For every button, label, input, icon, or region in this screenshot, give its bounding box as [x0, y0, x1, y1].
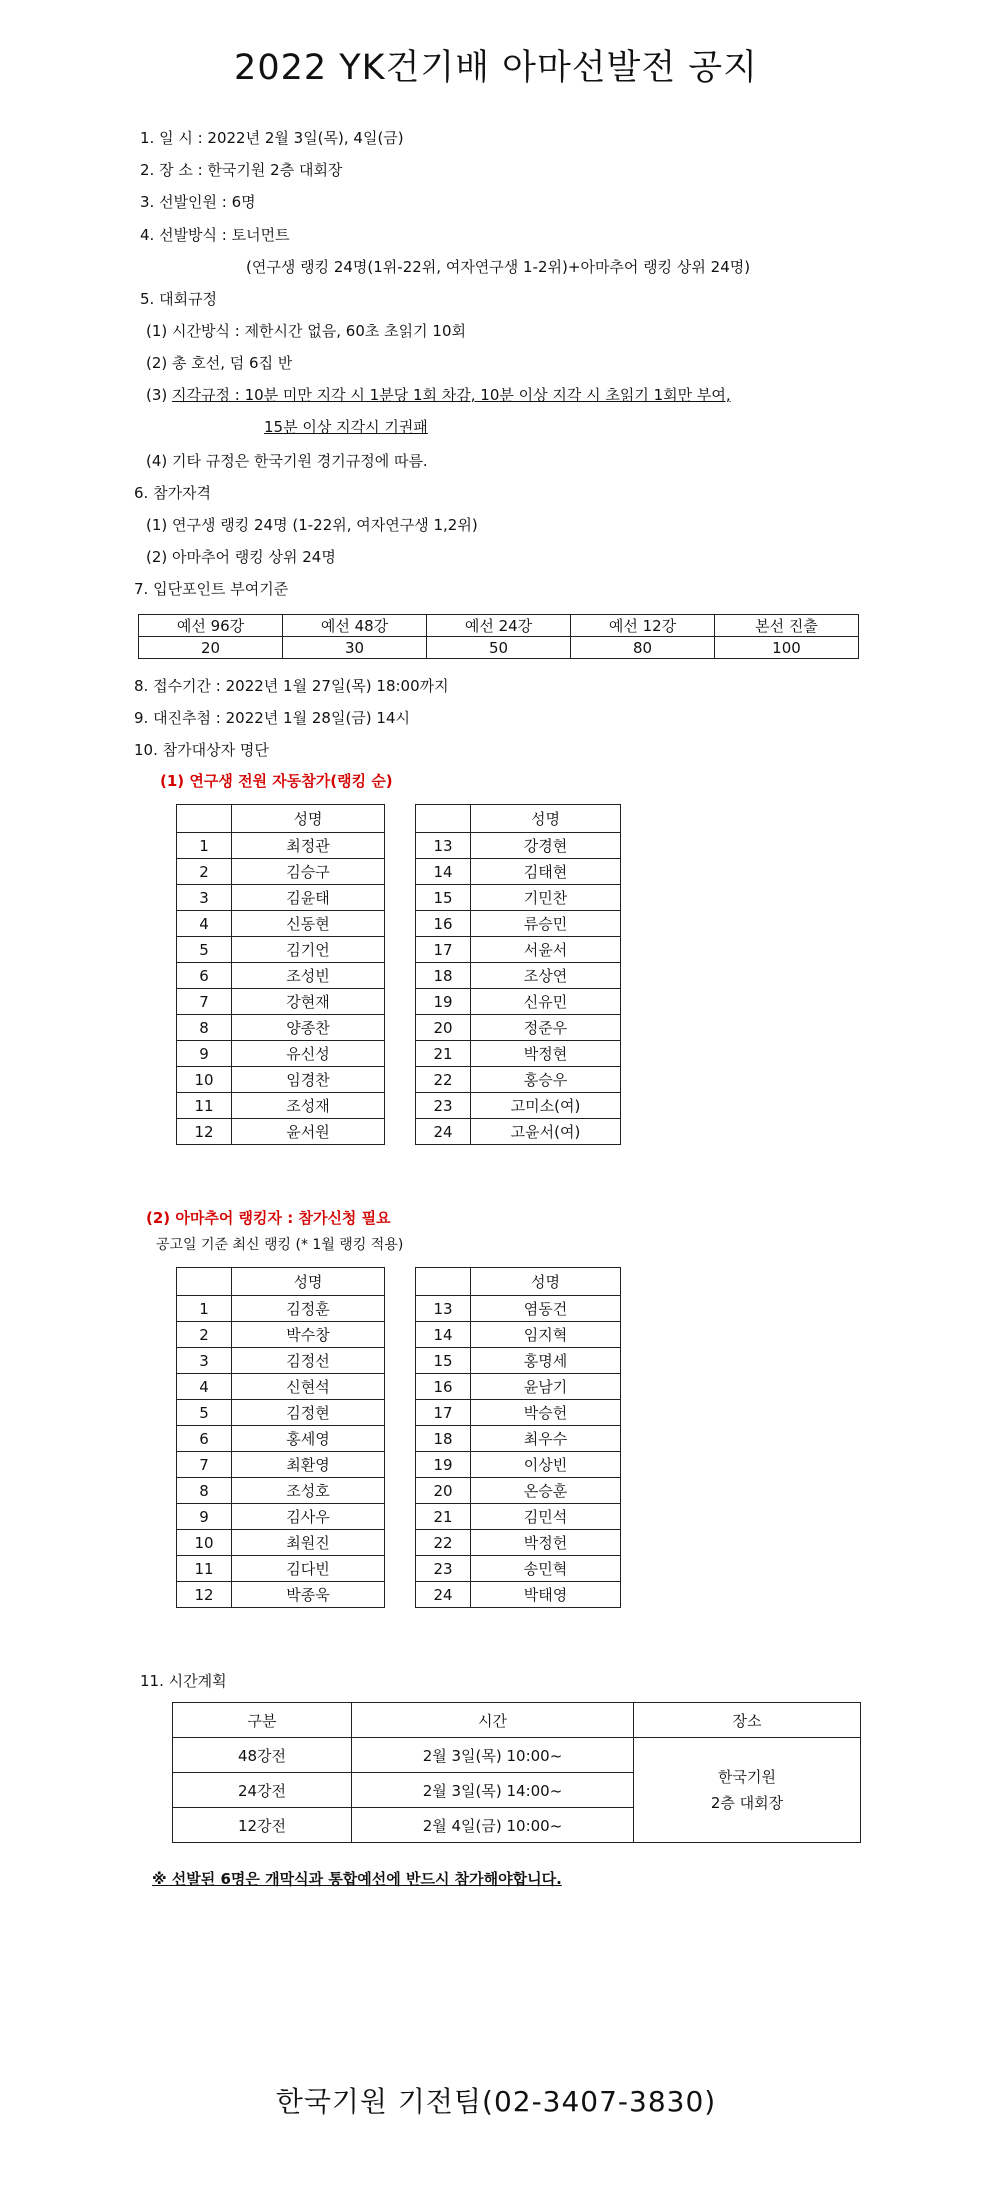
table-row — [177, 1504, 385, 1530]
rank-number: 22 — [416, 1530, 471, 1556]
page-title: 2022 YK건기배 아마선발전 공지 — [234, 48, 758, 88]
rank-number: 4 — [177, 1374, 232, 1400]
notice-text: ※ 선발된 6명은 개막식과 통합예선에 반드시 참가해야합니다. — [152, 1870, 562, 1888]
player-name: 기민찬 — [471, 885, 621, 911]
table-row — [416, 1582, 621, 1608]
schedule-place — [634, 1738, 861, 1843]
table-row — [177, 833, 385, 859]
table-row — [177, 1093, 385, 1119]
rank-number: 17 — [416, 1400, 471, 1426]
table-row — [177, 963, 385, 989]
player-name: 최정관 — [232, 833, 385, 859]
player-name: 윤남기 — [471, 1374, 621, 1400]
player-name: 조성호 — [232, 1478, 385, 1504]
rank-number: 24 — [416, 1582, 471, 1608]
table-row — [416, 1504, 621, 1530]
table-row — [177, 1348, 385, 1374]
rank-number: 15 — [416, 1348, 471, 1374]
table-row — [177, 1296, 385, 1322]
table-row — [177, 1452, 385, 1478]
player-name: 임경찬 — [232, 1067, 385, 1093]
number-header — [416, 1268, 471, 1296]
table-row — [416, 1322, 621, 1348]
table-row — [177, 859, 385, 885]
rule-3-continued: 15분 이상 지각시 기권패 — [264, 418, 428, 436]
player-name: 홍승우 — [471, 1067, 621, 1093]
table-row — [416, 1478, 621, 1504]
points-header: 예선 12강 — [571, 615, 715, 637]
points-header-row — [139, 615, 859, 637]
rank-number: 2 — [177, 859, 232, 885]
player-name: 김다빈 — [232, 1556, 385, 1582]
table-row — [416, 911, 621, 937]
points-header: 예선 24강 — [427, 615, 571, 637]
schedule-time: 2월 3일(목) 14:00~ — [352, 1773, 634, 1808]
player-name: 김정훈 — [232, 1296, 385, 1322]
points-table — [138, 614, 859, 659]
rule-1: (1) 시간방식 : 제한시간 없음, 60초 초읽기 10회 — [146, 322, 466, 340]
group1-label: (1) 연구생 전원 자동참가(랭킹 순) — [160, 772, 393, 790]
schedule-table — [172, 1702, 861, 1843]
rank-number: 4 — [177, 911, 232, 937]
qualification-1: (1) 연구생 랭킹 24명 (1-22위, 여자연구생 1,2위) — [146, 516, 478, 534]
rank-number: 21 — [416, 1504, 471, 1530]
table-row — [416, 1093, 621, 1119]
table-row — [416, 859, 621, 885]
rank-number: 10 — [177, 1530, 232, 1556]
rank-number: 23 — [416, 1556, 471, 1582]
table-row — [177, 1530, 385, 1556]
rank-number: 2 — [177, 1322, 232, 1348]
item-rules: 5. 대회규정 — [140, 290, 218, 308]
player-name: 임지혁 — [471, 1322, 621, 1348]
schedule-header: 장소 — [634, 1703, 861, 1738]
player-name: 박수창 — [232, 1322, 385, 1348]
rank-number: 1 — [177, 1296, 232, 1322]
schedule-header: 구분 — [173, 1703, 352, 1738]
player-name: 정준우 — [471, 1015, 621, 1041]
rank-number: 8 — [177, 1478, 232, 1504]
schedule-place-line2: 2층 대회장 — [710, 1794, 784, 1812]
schedule-header-row — [173, 1703, 861, 1738]
rank-number: 14 — [416, 859, 471, 885]
item-schedule-title: 11. 시간계획 — [140, 1672, 227, 1690]
rank-number: 13 — [416, 1296, 471, 1322]
player-name: 김민석 — [471, 1504, 621, 1530]
rank-number: 13 — [416, 833, 471, 859]
table-row — [177, 937, 385, 963]
rule-3-text: 지각규정 : 10분 미만 지각 시 1분당 1회 차감, 10분 이상 지각 시 초읽기 1회만 부여, — [172, 386, 731, 404]
points-header: 본선 진출 — [715, 615, 859, 637]
rank-number: 9 — [177, 1504, 232, 1530]
rank-number: 20 — [416, 1015, 471, 1041]
rank-number: 6 — [177, 1426, 232, 1452]
group2-table-left — [176, 1267, 385, 1608]
item-date: 1. 일 시 : 2022년 2월 3일(목), 4일(금) — [140, 129, 404, 147]
player-name: 박정헌 — [471, 1530, 621, 1556]
rank-number: 9 — [177, 1041, 232, 1067]
player-name: 조성재 — [232, 1093, 385, 1119]
player-name: 김태현 — [471, 859, 621, 885]
group1-table-left — [176, 804, 385, 1145]
rule-3 — [146, 384, 731, 405]
player-name: 최환영 — [232, 1452, 385, 1478]
player-name: 신유민 — [471, 989, 621, 1015]
player-name: 박태영 — [471, 1582, 621, 1608]
rank-number: 17 — [416, 937, 471, 963]
table-row — [416, 1348, 621, 1374]
rank-number: 16 — [416, 1374, 471, 1400]
player-name: 조성빈 — [232, 963, 385, 989]
rank-number: 5 — [177, 937, 232, 963]
rank-number: 3 — [177, 885, 232, 911]
table-row — [177, 1119, 385, 1145]
schedule-time: 2월 4일(금) 10:00~ — [352, 1808, 634, 1843]
table-row — [416, 1015, 621, 1041]
schedule-round: 12강전 — [173, 1808, 352, 1843]
rule-3-prefix: (3) — [146, 386, 173, 404]
rank-number: 18 — [416, 1426, 471, 1452]
rank-number: 5 — [177, 1400, 232, 1426]
player-name: 김정선 — [232, 1348, 385, 1374]
table-row — [177, 1041, 385, 1067]
item-draw: 9. 대진추첨 : 2022년 1월 28일(금) 14시 — [134, 709, 410, 727]
group2-table-right — [415, 1267, 621, 1608]
contact-footer: 한국기원 기전팀(02-3407-3830) — [275, 2085, 717, 2118]
rank-number: 18 — [416, 963, 471, 989]
player-name: 최우수 — [471, 1426, 621, 1452]
table-row — [416, 1119, 621, 1145]
table-row — [416, 1556, 621, 1582]
player-name: 김승구 — [232, 859, 385, 885]
group1-table-right — [415, 804, 621, 1145]
table-row — [177, 1322, 385, 1348]
table-row — [416, 1530, 621, 1556]
player-name: 홍명세 — [471, 1348, 621, 1374]
rank-number: 16 — [416, 911, 471, 937]
points-value: 50 — [427, 637, 571, 659]
player-name: 조상연 — [471, 963, 621, 989]
player-name: 고미소(여) — [471, 1093, 621, 1119]
player-name: 온승훈 — [471, 1478, 621, 1504]
table-row — [177, 1015, 385, 1041]
player-name: 김정현 — [232, 1400, 385, 1426]
player-name: 김사우 — [232, 1504, 385, 1530]
player-name: 윤서원 — [232, 1119, 385, 1145]
rank-number: 12 — [177, 1582, 232, 1608]
item-count: 3. 선발인원 : 6명 — [140, 193, 256, 211]
name-header: 성명 — [232, 805, 385, 833]
item-place: 2. 장 소 : 한국기원 2층 대회장 — [140, 161, 343, 179]
rank-number: 23 — [416, 1093, 471, 1119]
rule-4: (4) 기타 규정은 한국기원 경기규정에 따름. — [146, 452, 428, 470]
table-row — [177, 1426, 385, 1452]
player-name: 서윤서 — [471, 937, 621, 963]
item-qualification: 6. 참가자격 — [134, 484, 212, 502]
rank-number: 11 — [177, 1093, 232, 1119]
table-row — [416, 1374, 621, 1400]
rank-number: 20 — [416, 1478, 471, 1504]
qualification-2: (2) 아마추어 랭킹 상위 24명 — [146, 548, 336, 566]
rank-number: 10 — [177, 1067, 232, 1093]
player-name: 신동현 — [232, 911, 385, 937]
player-name: 유신성 — [232, 1041, 385, 1067]
rank-number: 3 — [177, 1348, 232, 1374]
table-row — [416, 937, 621, 963]
player-name: 박종욱 — [232, 1582, 385, 1608]
table-row — [416, 1426, 621, 1452]
table-row — [416, 1067, 621, 1093]
rank-number: 7 — [177, 1452, 232, 1478]
table-row — [416, 1296, 621, 1322]
name-header: 성명 — [232, 1268, 385, 1296]
number-header — [177, 805, 232, 833]
rank-number: 21 — [416, 1041, 471, 1067]
player-name: 최원진 — [232, 1530, 385, 1556]
points-value: 80 — [571, 637, 715, 659]
points-value: 20 — [139, 637, 283, 659]
table-row — [416, 989, 621, 1015]
player-name: 박정현 — [471, 1041, 621, 1067]
table-row — [177, 1374, 385, 1400]
rank-number: 19 — [416, 989, 471, 1015]
player-name: 양종찬 — [232, 1015, 385, 1041]
group2-label: (2) 아마추어 랭킹자 : 참가신청 필요 — [146, 1209, 391, 1227]
number-header — [416, 805, 471, 833]
table-row — [416, 1452, 621, 1478]
schedule-place-line1: 한국기원 — [718, 1768, 776, 1786]
table-row — [177, 911, 385, 937]
player-name: 류승민 — [471, 911, 621, 937]
rank-number: 15 — [416, 885, 471, 911]
points-value: 30 — [283, 637, 427, 659]
table-row — [177, 1582, 385, 1608]
rank-number: 12 — [177, 1119, 232, 1145]
table-row — [177, 885, 385, 911]
table-row — [177, 989, 385, 1015]
group2-subtitle: 공고일 기준 최신 랭킹 (* 1월 랭킹 적용) — [156, 1237, 404, 1253]
item-deadline: 8. 접수기간 : 2022년 1월 27일(목) 18:00까지 — [134, 677, 449, 695]
player-name: 김기언 — [232, 937, 385, 963]
table-row — [416, 1400, 621, 1426]
name-header: 성명 — [471, 1268, 621, 1296]
schedule-round: 48강전 — [173, 1738, 352, 1773]
table-row — [416, 833, 621, 859]
table-row — [416, 963, 621, 989]
item-method-detail: (연구생 랭킹 24명(1위-22위, 여자연구생 1-2위)+아마추어 랭킹 상위 24명) — [246, 258, 751, 276]
player-name: 송민혁 — [471, 1556, 621, 1582]
table-row — [177, 1556, 385, 1582]
rank-number: 19 — [416, 1452, 471, 1478]
schedule-time: 2월 3일(목) 10:00~ — [352, 1738, 634, 1773]
player-name: 고윤서(여) — [471, 1119, 621, 1145]
schedule-row — [173, 1738, 861, 1773]
rank-number: 22 — [416, 1067, 471, 1093]
player-name: 김윤태 — [232, 885, 385, 911]
points-value: 100 — [715, 637, 859, 659]
player-name: 홍세영 — [232, 1426, 385, 1452]
table-row — [416, 885, 621, 911]
rank-number: 24 — [416, 1119, 471, 1145]
rank-number: 7 — [177, 989, 232, 1015]
table-row — [177, 1478, 385, 1504]
rank-number: 11 — [177, 1556, 232, 1582]
name-header: 성명 — [471, 805, 621, 833]
rank-number: 6 — [177, 963, 232, 989]
table-row — [416, 1041, 621, 1067]
item-method: 4. 선발방식 : 토너먼트 — [140, 226, 290, 244]
item-list-title: 10. 참가대상자 명단 — [134, 741, 269, 759]
player-name: 이상빈 — [471, 1452, 621, 1478]
points-header: 예선 96강 — [139, 615, 283, 637]
player-name: 강현재 — [232, 989, 385, 1015]
player-name: 박승헌 — [471, 1400, 621, 1426]
rank-number: 8 — [177, 1015, 232, 1041]
schedule-round: 24강전 — [173, 1773, 352, 1808]
player-name: 신현석 — [232, 1374, 385, 1400]
points-header: 예선 48강 — [283, 615, 427, 637]
player-name: 염동건 — [471, 1296, 621, 1322]
rule-2: (2) 총 호선, 덤 6집 반 — [146, 354, 293, 372]
schedule-header: 시간 — [352, 1703, 634, 1738]
points-value-row — [139, 637, 859, 659]
table-row — [177, 1067, 385, 1093]
rank-number: 14 — [416, 1322, 471, 1348]
number-header — [177, 1268, 232, 1296]
table-row — [177, 1400, 385, 1426]
item-points-title: 7. 입단포인트 부여기준 — [134, 580, 289, 598]
rank-number: 1 — [177, 833, 232, 859]
player-name: 강경현 — [471, 833, 621, 859]
